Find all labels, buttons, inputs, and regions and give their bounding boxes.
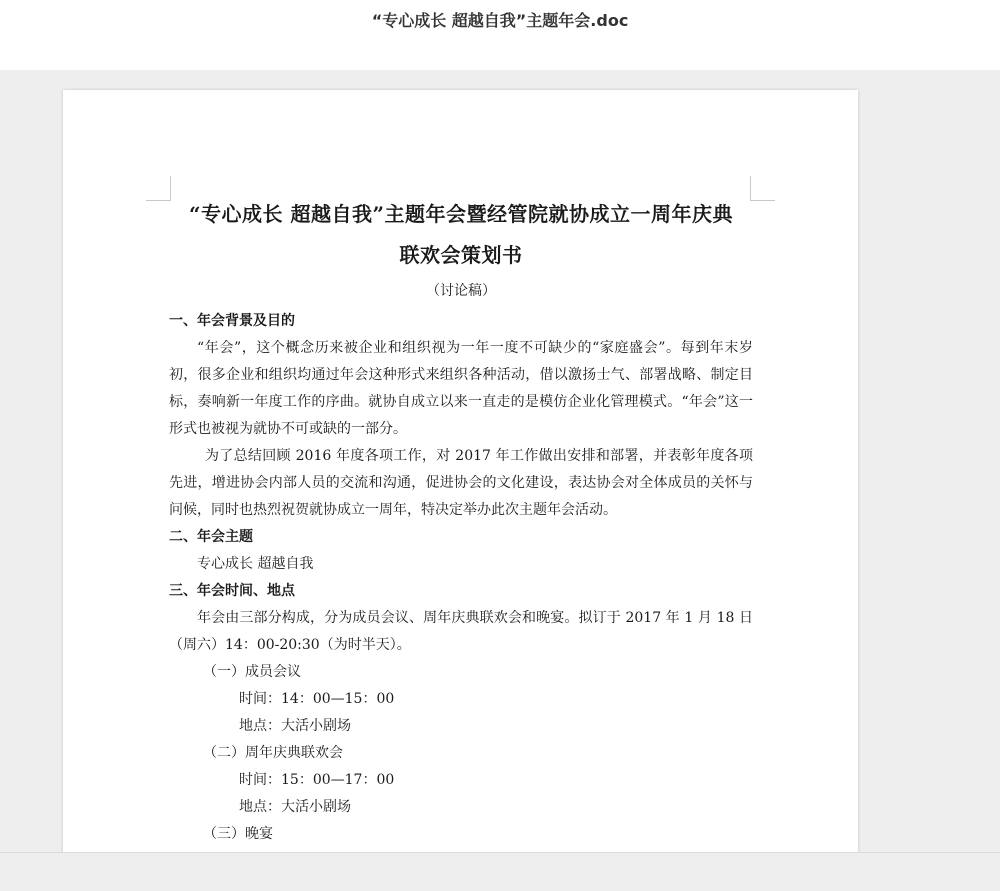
document-body[interactable] <box>169 194 753 848</box>
section-heading-theme: 二、年会主题 <box>169 529 253 545</box>
subsection-anniversary-gala: （二）周年庆典联欢会 <box>203 745 343 761</box>
member-meeting-place: 地点：大活小剧场 <box>239 718 351 734</box>
theme-text: 专心成长 超越自我 <box>197 556 314 572</box>
bottom-bar <box>0 852 1000 891</box>
document-subtitle: （讨论稿） <box>426 283 496 299</box>
heading-line-1: “专心成长 超越自我”主题年会暨经管院就协成立一周年庆典 <box>189 202 733 226</box>
subsection-member-meeting: （一）成员会议 <box>203 664 301 680</box>
paragraph-background-2: 为了总结回顾 2016 年度各项工作，对 2017 年工作做出安排和部署，并表彰年度各项先进，增进协会内部人员的交流和沟通，促进协会的文化建设，表达协会对全体成员的关怀与问候，同时也热烈祝贺就协成立一周年，特决定举办此次主题年会活动。 <box>169 448 753 518</box>
title-bar <box>0 0 1000 70</box>
margin-corner-mark-top-right <box>750 176 775 201</box>
anniversary-gala-place: 地点：大活小剧场 <box>239 799 351 815</box>
document-filename: “专心成长 超越自我”主题年会.doc <box>371 11 629 30</box>
margin-corner-mark-top-left <box>146 176 171 201</box>
section-heading-time-place: 三、年会时间、地点 <box>169 583 295 599</box>
subsection-dinner: （三）晚宴 <box>203 826 273 842</box>
anniversary-gala-time: 时间：15：00—17：00 <box>239 772 395 788</box>
section-heading-background: 一、年会背景及目的 <box>169 313 295 329</box>
document-page[interactable] <box>63 90 858 870</box>
paragraph-background-1: “年会”，这个概念历来被企业和组织视为一年一度不可缺少的“家庭盛会”。每到年末岁初，很多企业和组织均通过年会这种形式来组织各种活动，借以激扬士气、部署战略、制定目标，奏响新一年度工作的序曲。就协自成立以来一直走的是模仿企业化管理模式。“年会”这一形式也被视为就协不可或缺的一部分。 <box>169 340 753 437</box>
member-meeting-time: 时间：14：00—15：00 <box>239 691 395 707</box>
paragraph-schedule: 年会由三部分构成，分为成员会议、周年庆典联欢会和晚宴。拟订于 2017 年 1 月 18 日（周六）14：00-20:30（为时半天）。 <box>169 610 753 653</box>
heading-line-2: 联欢会策划书 <box>399 243 523 267</box>
